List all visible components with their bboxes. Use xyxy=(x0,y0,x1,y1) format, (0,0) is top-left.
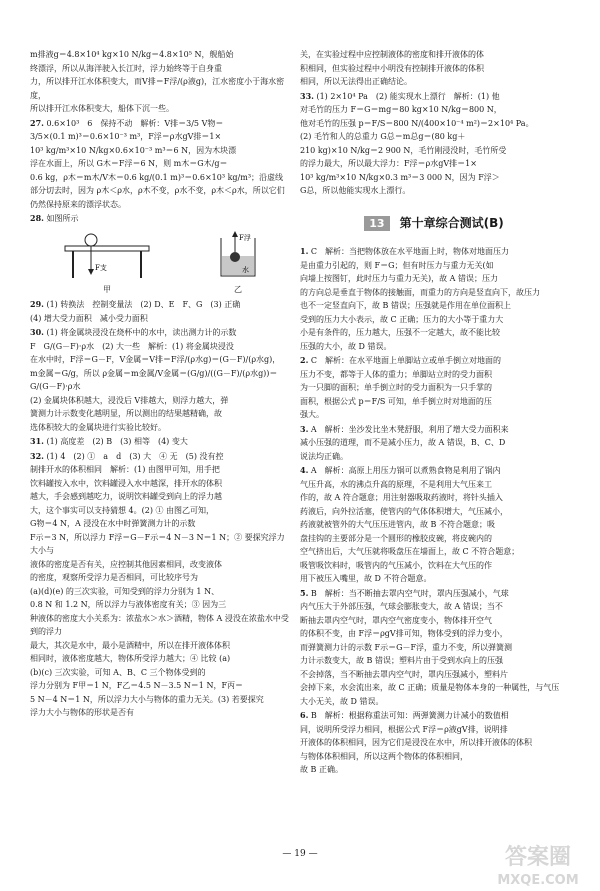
answer-line xyxy=(300,478,568,492)
answer-line xyxy=(300,532,568,546)
answer-text: 气压升高，水的沸点升高的原理，不是利用大气压来工 xyxy=(300,479,492,489)
answer-line xyxy=(300,340,568,354)
answer-text: 簧测力计示数变化越明显，所以测出的结果越精确，故 xyxy=(30,409,222,418)
answer-text: 也不一定竖直向下，故 B 错误；压强就是作用在单位面积上 xyxy=(300,301,511,310)
answer-line xyxy=(300,286,568,300)
answer-text: 压强的大小，故 D 错误。 xyxy=(300,341,392,351)
answer-line xyxy=(30,531,292,558)
answer-line xyxy=(300,48,568,62)
answer-line xyxy=(30,558,292,572)
question-number: 2. xyxy=(300,355,309,365)
question-number: 6. xyxy=(300,710,309,720)
answer-text: 小是有条件的，压力越大，压强不一定越大，故不能比较 xyxy=(300,328,500,337)
answer-text: 内气压大于外部压强，气球会膨胀变大，故 A 错误；当不 xyxy=(300,602,503,611)
answer-line xyxy=(300,600,568,614)
answer-line xyxy=(300,464,568,478)
answer-line xyxy=(30,394,292,408)
answer-text: 而弹簧测力计的示数 F示＝G－F浮，重力不变，所以弹簧测 xyxy=(300,642,513,652)
answer-line xyxy=(300,354,568,368)
page-number: — 19 — xyxy=(282,849,318,859)
force-arrow-head xyxy=(88,269,94,275)
answer-item xyxy=(30,212,292,226)
answer-text: (1) 转换法 控制变量法 (2) D、E F、G (3) 正确 xyxy=(46,300,241,309)
answer-line xyxy=(30,340,292,354)
answer-line xyxy=(300,171,568,185)
answer-line xyxy=(30,298,292,312)
answer-text: (4) 增大受力面积 减小受力面积 xyxy=(30,313,148,323)
floating-ball xyxy=(230,252,240,262)
answer-line xyxy=(30,504,292,518)
answer-line xyxy=(30,463,292,477)
answer-text: A 解析：高原上用压力锅可以煮熟食物是利用了锅内 xyxy=(310,466,501,475)
answer-line xyxy=(300,103,568,117)
answer-text: (2) 毛竹和人的总重力 G总＝m总g＝(80 kg＋ xyxy=(300,132,466,141)
answer-line xyxy=(30,450,292,464)
answer-text: (1) 2×10⁴ Pa (2) 能实现水上漂行 解析：(1) 他 xyxy=(316,91,500,101)
answer-line xyxy=(300,627,568,641)
water-label: 水 xyxy=(242,265,249,274)
answer-text: 断抽去罩内空气时，罩内空气密度变小，物体排开空气 xyxy=(300,615,492,625)
answer-text: 仍然保持原来的漂浮状态。 xyxy=(30,199,126,209)
answer-line xyxy=(300,654,568,668)
answer-text: 强大。 xyxy=(300,410,324,419)
right-top-answers xyxy=(300,48,568,198)
answer-line xyxy=(300,681,568,695)
answer-line xyxy=(300,491,568,505)
answer-text: 10³ kg/m³×10 N/kg×0.6×10⁻³ m³＝6 N，因为木块漂 xyxy=(30,145,237,155)
answer-text: 浮力分别为 F甲＝1 N，F乙＝4.5 N－3.5 N＝1 N，F丙＝ xyxy=(30,681,243,690)
answer-text: 用下被压入嘴里，故 D 不符合题意。 xyxy=(300,574,432,583)
answer-text: 作的，故 A 符合题意；用注射器吸取药液时，将针头插入 xyxy=(300,493,503,502)
answer-line xyxy=(300,505,568,519)
answer-line xyxy=(30,435,292,449)
answer-line xyxy=(300,695,568,709)
answer-text: 如图所示 xyxy=(46,214,79,223)
answer-line xyxy=(300,723,568,737)
answer-line xyxy=(30,407,292,421)
answer-line xyxy=(30,421,292,435)
question-number: 29. xyxy=(30,299,44,309)
answer-line xyxy=(300,423,568,437)
answer-text: 0.8 N 和 1.2 N，所以浮力与液体密度有关；③ 因为三 xyxy=(30,600,227,609)
answer-line xyxy=(300,545,568,559)
question-number: 5. xyxy=(300,587,309,598)
answer-line xyxy=(30,102,292,116)
answer-text: 为一只脚的面积；单手倒立时的受力面积为一只手掌的 xyxy=(300,383,492,392)
answer-line xyxy=(30,666,292,680)
answer-text: 制排开水的体积相同 解析：(1) 由图甲可知，用手把 xyxy=(30,465,220,474)
answer-text: 5 N－4 N＝1 N，所以浮力大小与物体的重力无关。(3) 若要探究 xyxy=(30,694,264,704)
answer-text: 的方向总是垂直于物体的接触面，而重力的方向是竖直向下，故压力 xyxy=(300,287,540,297)
answer-line xyxy=(300,450,568,464)
answer-text: 相同时，液体密度越大，物体所受浮力越大；④ 比较 (a) xyxy=(30,654,231,663)
answer-line xyxy=(30,157,292,171)
answer-item xyxy=(300,709,568,777)
answer-line xyxy=(30,639,292,653)
answer-line xyxy=(300,144,568,158)
answer-text: 部分切去时，因为 ρ木＜ρ水，ρ木不变，ρ水不变，ρ木＜ρ水，所以它们 xyxy=(30,186,285,195)
answer-text: F示＝3 N，所以浮力 F浮＝G－F示＝4 N－3 N＝1 N；② 要探究浮力大小与 xyxy=(30,532,285,555)
answer-text: 对毛竹的压力 F＝G＝mg＝80 kg×10 N/kg＝800 N， xyxy=(300,105,502,114)
answer-28-figure xyxy=(30,230,292,297)
figure-a-caption: 甲 xyxy=(103,284,111,294)
question-number: 33. xyxy=(300,90,314,101)
question-number: 28. xyxy=(30,213,44,223)
answer-line xyxy=(30,585,292,599)
answer-line xyxy=(300,668,568,682)
question-number: 30. xyxy=(30,327,44,337)
answer-line xyxy=(300,245,568,259)
answer-text: 面积，根据公式 p＝F/S 可知，单手倒立时对地面的压 xyxy=(300,396,492,406)
answer-text: 力计示数变大，故 B 错误；塑料片由于受到水向上的压强 xyxy=(300,656,503,665)
answer-line xyxy=(300,368,568,382)
answer-line xyxy=(300,117,568,131)
section-badge: 13 xyxy=(364,216,389,232)
question-number: 4. xyxy=(300,465,309,475)
answer-item xyxy=(300,245,568,353)
answer-line xyxy=(30,312,292,326)
figure-b xyxy=(215,230,261,297)
answer-line xyxy=(300,75,568,89)
answer-text: G总，所以他能实现水上漂行。 xyxy=(300,186,411,195)
answer-line xyxy=(30,171,292,185)
answer-text: 浮在水面上，所以 G木＝F浮＝6 N，则 m木＝G木/g＝ xyxy=(30,159,228,168)
answer-text: 是由重力引起的，则 F＝G；但有时压力与重力无关(如 xyxy=(300,260,494,270)
answer-text: 说法均正确。 xyxy=(300,451,348,461)
answer-line xyxy=(300,750,568,764)
section-heading xyxy=(300,216,568,232)
table-top xyxy=(65,246,149,251)
answer-line xyxy=(30,517,292,531)
answer-line xyxy=(30,62,292,76)
answer-text: 10³ kg/m³×10 N/kg×0.3 m³＝3 000 N，因为 F浮＞ xyxy=(300,172,500,182)
answer-line xyxy=(300,259,568,273)
answer-text: (1) 将金属块浸没在烧杯中的水中，读出测力计的示数 xyxy=(46,328,237,337)
answer-text: 最大，其次是水中，最小是酒精中，所以在排开液体体积 xyxy=(30,640,230,650)
answer-text: 终漂浮，所以从海洋驶入长江时，浮力始终等于自身重 xyxy=(30,63,222,73)
answer-text: A 解析：坐沙发比坐木凳舒服，利用了增大受力面积来 xyxy=(310,424,509,434)
answer-text: B 解析：根据称重法可知：两弹簧测力计减小的数值相 xyxy=(310,711,509,720)
answer-text: B 解析：当不断抽去罩内空气时，罩内压强减小，气球 xyxy=(310,588,509,598)
watermark-line1: 答案圈 xyxy=(504,845,572,870)
answer-line xyxy=(300,408,568,422)
answer-line xyxy=(30,144,292,158)
right-column xyxy=(300,48,568,778)
answer-text: 在水中时，F浮＝G－F，V金属＝V排＝F浮/(ρ水g)＝(G－F)/(ρ水g)， xyxy=(30,355,281,364)
force-label-a: F支 xyxy=(95,263,107,272)
answer-line xyxy=(30,130,292,144)
pulley-table-diagram xyxy=(61,230,153,282)
answer-line xyxy=(30,353,292,367)
buoyancy-label: F浮 xyxy=(239,233,251,242)
buoyancy-arrow-head xyxy=(232,231,238,237)
answer-line xyxy=(300,572,568,586)
answer-line xyxy=(30,367,292,394)
answer-item xyxy=(30,117,292,212)
answer-line xyxy=(300,130,568,144)
answer-line xyxy=(30,212,292,226)
answer-text: 吸管吸饮料时，吸管内的气压减小，饮料在大气压的作 xyxy=(300,560,492,570)
pulley-wheel xyxy=(85,234,97,246)
answer-text: 减小压强的道理，而不是减小压力，故 A 错误，B、C、D xyxy=(300,438,506,447)
answer-text: G物＝4 N，A 浸没在水中时弹簧测力计的示数 xyxy=(30,519,196,528)
answer-line xyxy=(300,709,568,723)
answer-text: 相同，所以无法得出正确结论。 xyxy=(300,77,412,86)
answer-text: 的体积不变，由 F浮＝ρgV排可知，物体受到的浮力变小， xyxy=(300,629,508,638)
figure-b-caption: 乙 xyxy=(234,284,242,294)
answer-line xyxy=(300,436,568,450)
answer-text: 210 kg)×10 N/kg＝2 900 N，毛竹刚浸没时，毛竹所受 xyxy=(300,145,507,155)
answer-text: 压力不变，都等于人体的重力；单脚站立时的受力面积 xyxy=(300,369,492,379)
question-number: 3. xyxy=(300,423,309,434)
answer-line xyxy=(300,736,568,750)
answer-text: 会掉下来，水会流出来，故 C 正确；质量是物体本身的一种属性，与气压 xyxy=(300,683,560,692)
right-bottom-answers xyxy=(300,245,568,777)
answer-text: 所以排开江水体积变大，船体下沉一些。 xyxy=(30,104,174,113)
answer-line xyxy=(30,48,292,62)
answer-line xyxy=(300,62,568,76)
answer-line xyxy=(30,598,292,612)
question-number: 27. xyxy=(30,117,44,128)
answer-text: 积相同，但实验过程中小明没有控制排开液体的体积 xyxy=(300,63,484,73)
question-number: 31. xyxy=(30,436,44,446)
answer-text: (a)(d)(e) 的三次实验，可知受到的浮力分别为 1 N、 xyxy=(30,586,220,596)
answer-text: m金属＝G/g，所以 ρ金属＝m金属/V金属＝(G/g)/((G－F)/(ρ水g))＝G/(G－F)·ρ水 xyxy=(30,368,278,391)
answer-line xyxy=(300,272,568,286)
answer-line xyxy=(300,381,568,395)
answer-line xyxy=(300,90,568,104)
answer-text: 故 B 正确。 xyxy=(300,765,343,774)
answer-text: 3/5×(0.1 m)³＝0.6×10⁻³ m³，F浮＝ρ水gV排＝1× xyxy=(30,132,222,141)
answer-text: 液体的密度是否有关，应控制其他因素相同，改变液体 xyxy=(30,559,222,569)
answer-line xyxy=(30,477,292,491)
answer-text: 受到的压力大小表示，故 C 正确；压力的大小等于重力大 xyxy=(300,314,504,324)
answer-text: 选体积较大的金属块进行实验比较好。 xyxy=(30,422,166,432)
answer-text: 不会掉落，当不断抽去罩内空气时，罩内压强减小，塑料片 xyxy=(300,669,508,679)
answer-line xyxy=(300,518,568,532)
answer-text: (1) 高度差 (2) B (3) 相等 (4) 变大 xyxy=(46,437,188,446)
answer-text: 种液体的密度大小关系为：浓盐水＞水＞酒精，物体 A 浸没在浓盐水中受到的浮力 xyxy=(30,613,289,636)
answer-text: 大小无关，故 D 错误。 xyxy=(300,696,384,706)
answer-item xyxy=(30,450,292,720)
answer-line xyxy=(30,184,292,198)
answer-text: (2) 金属块体积越大，浸没后 V排越大，则浮力越大，弹 xyxy=(30,395,229,405)
answer-text: 饮料罐按入水中，饮料罐浸入水中越深，排开水的体积 xyxy=(30,478,222,488)
answer-line xyxy=(300,313,568,327)
watermark-line2: MXQE.COM xyxy=(497,873,579,888)
answer-text: C 解析：当把物体放在水平地面上时，物体对地面压力 xyxy=(310,247,510,256)
answer-line xyxy=(300,614,568,628)
answer-item xyxy=(30,298,292,325)
answer-item xyxy=(300,423,568,464)
watermark-logo xyxy=(478,838,598,890)
answer-text: F G/(G－F)·ρ水 (2) 大一些 解析：(1) 将金属块浸没 xyxy=(30,341,234,351)
answer-line xyxy=(300,559,568,573)
answer-text: 大，这个事实可以支持猜想 4。(2) ① 由图乙可知， xyxy=(30,505,215,515)
answer-line xyxy=(30,490,292,504)
answer-text: 开液体的体积相同，因为它们是浸没在水中，所以排开液体的体积 xyxy=(300,738,532,747)
answer-line xyxy=(300,395,568,409)
answer-text: m排液g＝4.8×10⁴ kg×10 N/kg＝4.8×10⁵ N，舰船始 xyxy=(30,50,234,59)
answer-line xyxy=(30,326,292,340)
beaker-diagram xyxy=(215,230,261,282)
answer-text: 越大，手会感到越吃力，说明饮料罐受到向上的浮力越 xyxy=(30,492,222,501)
answer-line xyxy=(300,641,568,655)
answer-text: (b)(c) 三次实验，可知 A、B、C 三个物体受到的 xyxy=(30,667,206,677)
answer-text: 空气挤出后，大气压就将吸盘压在墙面上，故 C 不符合题意； xyxy=(300,547,520,556)
answer-text: 0.6×10³ 6 保持不动 解析：V排＝3/5 V物＝ xyxy=(46,118,224,128)
answer-line xyxy=(300,587,568,601)
answer-line xyxy=(30,612,292,639)
answer-line xyxy=(30,706,292,720)
answer-text: C 解析：在水平地面上单脚站立或单手倒立对地面的 xyxy=(310,356,502,365)
answer-item xyxy=(300,354,568,422)
answer-text: 浮力大小与物体的形状是否有 xyxy=(30,708,134,717)
answer-line xyxy=(300,326,568,340)
answer-text: (1) 4 (2) ① a d (3) 大 ④ 无 (5) 没有控 xyxy=(46,451,224,461)
left-column xyxy=(30,48,292,721)
answer-item xyxy=(300,464,568,586)
answer-text: 0.6 kg，ρ木＝m木/V木＝0.6 kg/(0.1 m)³＝0.6×10³ kg/m³；沿虚线 xyxy=(30,172,284,182)
answer-line xyxy=(30,198,292,212)
answer-text: 的浮力最大，所以最大浮力：F浮＝ρ水gV排＝1× xyxy=(300,159,477,168)
answer-line xyxy=(30,117,292,131)
figure-a xyxy=(61,230,153,297)
answer-line xyxy=(30,75,292,102)
answer-text: 力，所以排开江水体积变大，而V排＝F浮/(ρ液g)，江水密度小于海水密度， xyxy=(30,77,285,100)
answer-text: 药液就被管外的大气压压进管内，故 B 不符合题意；吸 xyxy=(300,520,495,529)
answer-line xyxy=(300,763,568,777)
answer-line xyxy=(30,571,292,585)
answer-text: 的密度，观察所受浮力是否相同，可比较序号为 xyxy=(30,573,198,582)
answer-text: 关，在实验过程中应控制液体的密度和排开液体的体 xyxy=(300,50,484,59)
answer-line xyxy=(30,652,292,666)
answer-item xyxy=(300,48,568,89)
answer-line xyxy=(30,693,292,707)
answer-text: 与物体体积相同，所以这两个物体的体积相同， xyxy=(300,751,468,761)
section-title: 第十章综合测试(B) xyxy=(399,215,504,230)
answer-item xyxy=(30,48,292,116)
answer-text: 盘挂钩的主要部分是一个圆形的橡胶皮碗，将皮碗内的 xyxy=(300,533,492,543)
answer-item xyxy=(30,326,292,434)
answer-line xyxy=(300,299,568,313)
answer-text: 他对毛竹的压强 p＝F/S＝800 N/(400×10⁻⁴ m²)＝2×10⁴ Pa。 xyxy=(300,118,534,128)
answer-item xyxy=(300,587,568,709)
answer-line xyxy=(300,157,568,171)
answer-line xyxy=(300,184,568,198)
answer-item xyxy=(30,435,292,449)
answer-text: 向墙上按图钉，此时压力与重力无关)，故 A 错误；压力 xyxy=(300,274,498,283)
answer-item xyxy=(300,90,568,198)
question-number: 1. xyxy=(300,246,309,256)
answer-line xyxy=(30,679,292,693)
answer-text: 同，说明所受浮力相同，根据公式 F浮＝ρ液gV排，说明排 xyxy=(300,724,508,734)
answer-text: 药液后，向外拉活塞，使管内的气体体积增大，气压减小， xyxy=(300,506,508,516)
question-number: 32. xyxy=(30,450,44,461)
